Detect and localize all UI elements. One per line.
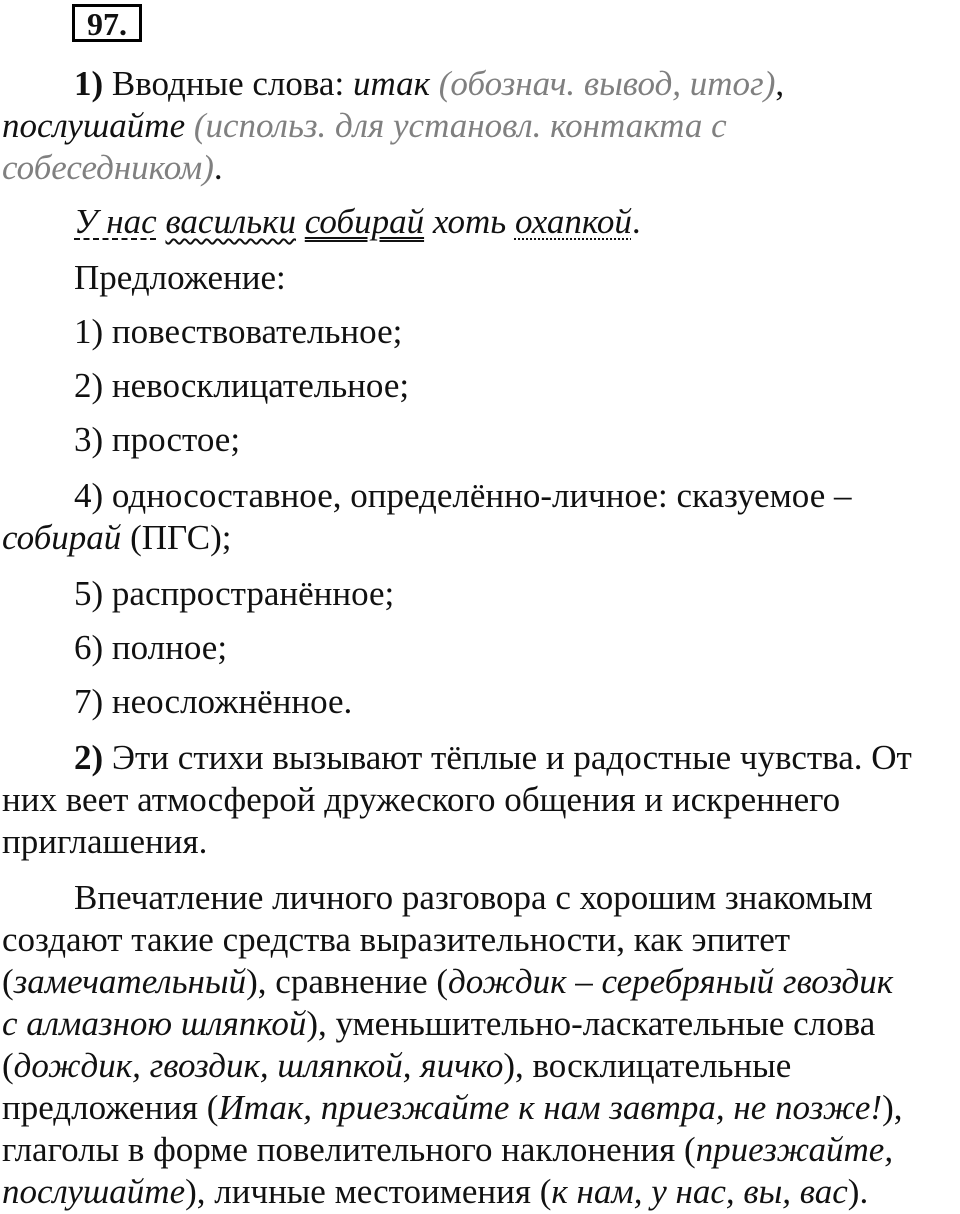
intro-label: Вводные слова: [103, 64, 353, 103]
analysis-item: 4) односоставное, определённо-личное: сказуемое – [74, 476, 852, 515]
sentence-word-vasilki: васильки [165, 202, 297, 241]
sentence-word-sobiray: собирай [304, 202, 425, 241]
text-line: (замечательный), сравнение (дождик – серебряный гвоздик [2, 962, 894, 1001]
intro-words-line: 1) Вводные слова: итак (обознач. вывод, итог), [74, 64, 785, 103]
intro-word-itak: итак [352, 64, 431, 103]
analysis-item: 5) распространённое; [74, 574, 395, 613]
text-line: них веет атмосферой дружеского общения и искреннего [2, 780, 841, 819]
text-line: глаголы в форме повелительного наклонения (приезжайте, [2, 1130, 894, 1169]
exercise-number: 97. [72, 4, 142, 42]
part2-paragraph-1: 2) Эти стихи вызывают тёплые и радостные чувства. От [74, 738, 912, 777]
text-line: приглашения. [2, 822, 208, 861]
sentence-word-u-nas: У нас [74, 202, 157, 241]
intro-word-poslushayte-note: (использ. для установл. контакта с [185, 106, 727, 145]
parsed-sentence: У нас васильки собирай хоть охапкой. [74, 202, 641, 241]
analysis-item-continuation: собирай (ПГС); [2, 518, 232, 557]
part1-marker: 1) [74, 64, 104, 103]
analysis-item: 2) невосклицательное; [74, 366, 410, 405]
intro-words-line-2 [2, 108, 727, 143]
analysis-item: 3) простое; [74, 420, 241, 459]
intro-words-line-3: собеседником). [2, 148, 223, 187]
text-line: создают такие средства выразительности, как эпитет [2, 920, 791, 959]
part2-marker: 2) [74, 738, 104, 777]
text-line: с алмазною шляпкой), уменьшительно-ласкательные слова [2, 1004, 876, 1043]
intro-word-poslushayte: послушайте [2, 106, 186, 145]
analysis-item: 7) неосложнённое. [74, 682, 353, 721]
text-line: послушайте), личные местоимения (к нам, у нас, вы, вас). [2, 1172, 869, 1211]
intro-word-itak-note: (обознач. вывод, итог) [430, 64, 776, 103]
text-line: предложения (Итак, приезжайте к нам завтра, не позже!), [2, 1088, 903, 1127]
analysis-item: 6) полное; [74, 628, 228, 667]
sentence-word-khot: хоть [432, 202, 507, 241]
text-line: (дождик, гвоздик, шляпкой, яичко), восклицательные [2, 1046, 792, 1085]
analysis-item: 1) повествовательное; [74, 312, 403, 351]
analysis-heading: Предложение: [74, 258, 286, 297]
sentence-word-okhapkoy: охапкой [514, 202, 632, 241]
part2-paragraph-2: Впечатление личного разговора с хорошим знакомым [74, 878, 873, 917]
